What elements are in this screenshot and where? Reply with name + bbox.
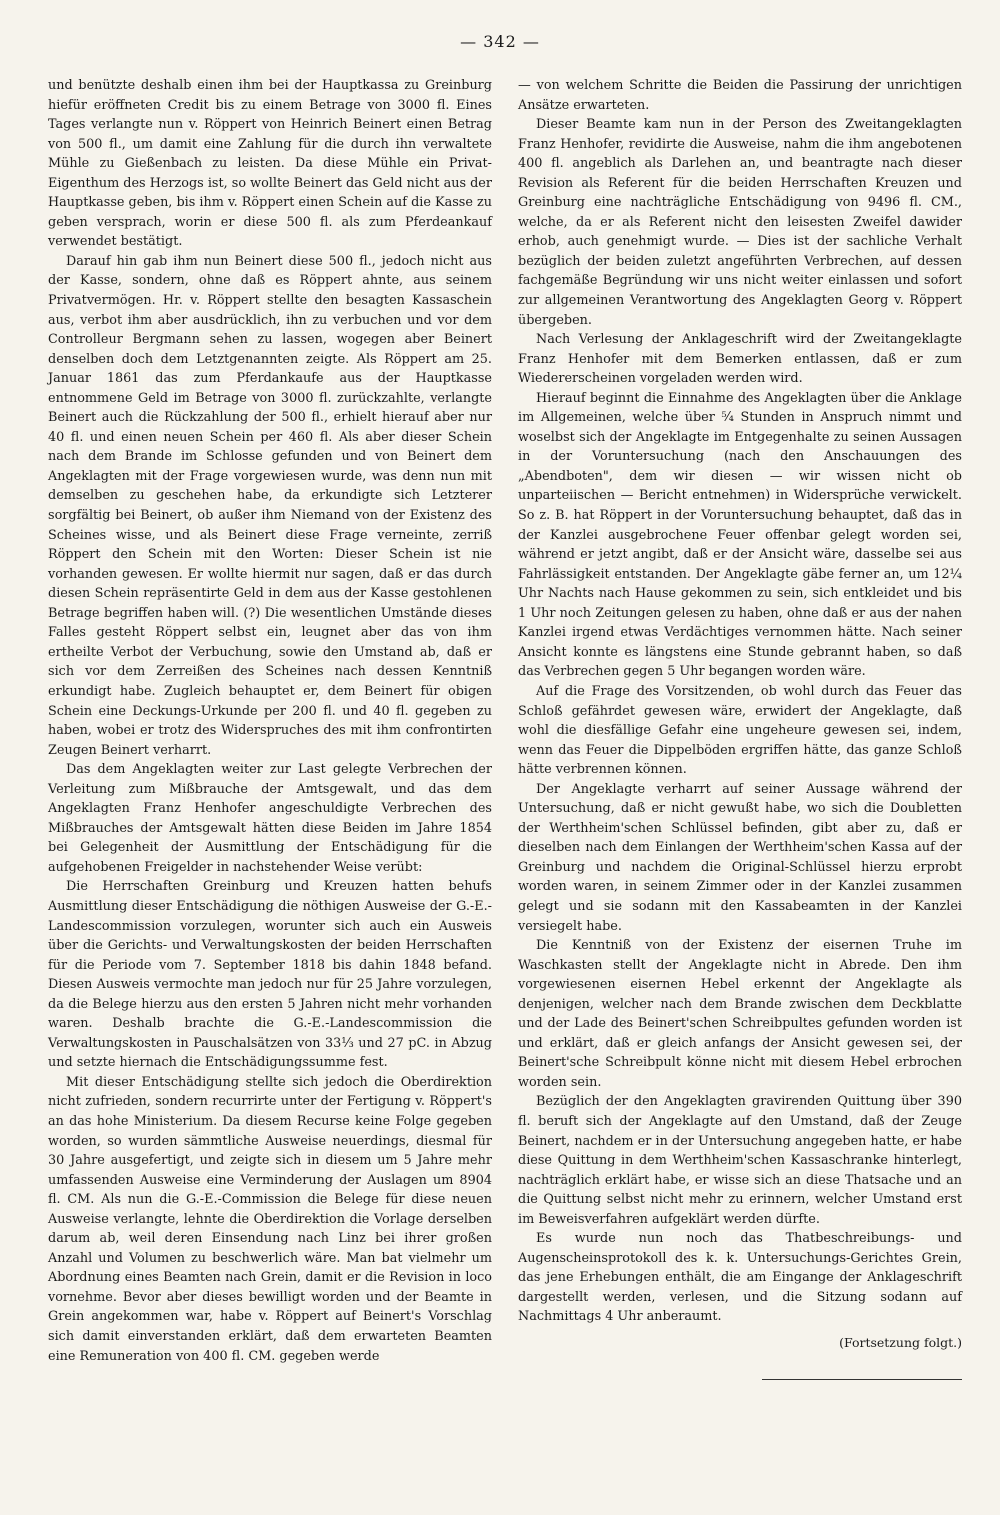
paragraph: — von welchem Schritte die Beiden die Passirung der unrichtigen Ansätze erwarteten. [518, 78, 962, 113]
right-column [518, 76, 962, 1380]
page-number: — 342 — [460, 32, 540, 51]
paragraph: Auf die Frage des Vorsitzenden, ob wohl durch das Feuer das Schloß gefährdet gewesen wäre, erwidert der Angeklagte, daß wohl die diesfällige Gefahr eine ungeheure gewesen sei, indem, wenn das Feuer die Dippelböden ergriffen hätte, das ganze Schloß hätte verbrennen können. [518, 683, 962, 778]
paragraph: Hierauf beginnt die Einnahme des Angeklagten über die Anklage im Allgemeinen, welche über ⁵⁄₄ Stunden in Anspruch nimmt und woselbst sich der Angeklagte im Entgegenhalte zu seinen Aussagen in der Voruntersuchung (nach den Anschauungen des „Abendboten", dem wir diesen — wir wissen nicht ob unparteiischen — Bericht entnehmen) in Widersprüche verwickelt. So z. B. hat Röppert in der Voruntersuchung behauptet, daß das in der Kanzlei ausgebrochene Feuer offenbar gelegt worden sei, während er jetzt angibt, daß er der Ansicht wäre, dasselbe sei aus Fahrlässigkeit entstanden. Der Angeklagte gäbe ferner an, um 12¼ Uhr Nachts nach Hause gekommen zu sein, sich entkleidet und bis 1 Uhr noch Zeitungen gelesen zu haben, ohne daß er aus der nahen Kanzlei irgend etwas Verdächtiges vernommen hätte. Nach seiner Ansicht konnte es längstens eine Stunde gebrannt haben, so daß das Verbrechen gegen 5 Uhr begangen worden wäre. [518, 390, 962, 680]
paragraph: Die Kenntniß von der Existenz der eisernen Truhe im Waschkasten stellt der Angeklagte nicht in Abrede. Den ihm vorgewiesenen eisernen Hebel erkennt der Angeklagte als denjenigen, welcher nach dem Brande zwischen dem Deckblatte und der Lade des Beinert'schen Schreibpultes gefunden worden ist und erklärt, daß er gleich anfangs der Ansicht gewesen sei, der Beinert'sche Schreibpult könne nicht mit diesem Hebel erbrochen worden sein. [518, 938, 962, 1090]
continuation-note: (Fortsetzung folgt.) [839, 1335, 962, 1350]
paragraph: und benützte deshalb einen ihm bei der Hauptkassa zu Greinburg hiefür eröffneten Credit bis zu einem Betrage von 3000 fl. Eines Tages verlangte nun v. Röppert von Heinrich Beinert einen Betrag von 500 fl., um damit eine Zahlung für die durch ihn verwaltete Mühle zu Gießenbach zu leisten. Da diese Mühle ein Privat-Eigenthum des Herzogs ist, so wollte Beinert das Geld nicht aus der Hauptkasse geben, bis ihm v. Röppert einen Schein auf die Kasse zu geben versprach, worin er diese 500 fl. als zum Pferdeankauf verwendet bestätigt. [48, 78, 492, 250]
paragraph: Mit dieser Entschädigung stellte sich jedoch die Oberdirektion nicht zufrieden, sondern recurrirte unter der Fertigung v. Röppert's an das hohe Ministerium. Da diesem Recurse keine Folge gegeben worden, so wurden sämmtliche Ausweise neuerdings, diesmal für 30 Jahre ausgefertigt, und zeigte sich in diesem um 5 Jahre mehr umfassenden Ausweise eine Verminderung der Auslagen um 8904 fl. CM. Als nun die G.-E.-Commission die Belege für diese neuen Ausweise verlangte, lehnte die Oberdirektion die Vorlage derselben darum ab, weil deren Einsendung nach Linz bei ihrer großen Anzahl und Volumen zu beschwerlich wäre. Man bat vielmehr um Abordnung eines Beamten nach Grein, damit er die Revision in loco vornehme. Bevor aber dieses bewilligt worden und der Beamte in Grein angekommen war, habe v. Röppert auf Beinert's Vorschlag sich damit einverstanden erklärt, daß dem erwarteten Beamten eine Remuneration von 400 fl. CM. gegeben werde [48, 1074, 492, 1364]
paragraph: Das dem Angeklagten weiter zur Last gelegte Verbrechen der Verleitung zum Mißbrauche der Amtsgewalt, und das dem Angeklagten Franz Henhofer angeschuldigte Verbrechen des Mißbrauches der Amtsgewalt hätten diese Beiden im Jahre 1854 bei Gelegenheit der Ausmittlung der Entschädigung für die aufgehobenen Freigelder in nachstehender Weise verübt: [48, 762, 492, 875]
paragraph: Die Herrschaften Greinburg und Kreuzen hatten behufs Ausmittlung dieser Entschädigung die nöthigen Ausweise der G.-E.-Landescommission vorzulegen, worunter sich auch ein Ausweis über die Gerichts- und Verwaltungskosten der beiden Herrschaften für die Periode vom 7. September 1818 bis dahin 1848 befand. Diesen Ausweis vermochte man jedoch nur für 25 Jahre vorzulegen, da die Belege hierzu aus den ersten 5 Jahren nicht mehr vorhanden waren. Deshalb brachte die G.-E.-Landescommission die Verwaltungskosten in Pauschalsätzen von 33⅓ und 27 pC. in Abzug und setzte hiernach die Entschädigungssumme fest. [48, 879, 492, 1071]
paragraph: Bezüglich der den Angeklagten gravirenden Quittung über 390 fl. beruft sich der Angeklagte auf den Umstand, daß der Zeuge Beinert, nachdem er in der Untersuchung angegeben hatte, er habe diese Quittung in dem Werthheim'schen Kassaschranke hinterlegt, nachträglich erklärt habe, er wisse sich an diese Thatsache und an die Quittung selbst nicht mehr zu erinnern, welcher Umstand erst im Beweisverfahren aufgeklärt werden dürfte. [518, 1094, 962, 1227]
paragraph: Es wurde nun noch das Thatbeschreibungs- und Augenscheinsprotokoll des k. k. Untersuchungs-Gerichtes Grein, das jene Erhebungen enthält, die am Eingange der Anklageschrift dargestellt werden, verlesen, und die Sitzung sodann auf Nachmittags 4 Uhr anberaumt. [518, 1231, 962, 1325]
left-column [48, 76, 492, 1380]
paragraph: Darauf hin gab ihm nun Beinert diese 500 fl., jedoch nicht aus der Kasse, sondern, ohne daß es Röppert ahnte, aus seinem Privatvermögen. Hr. v. Röppert stellte den besagten Kassaschein aus, verbot ihm aber ausdrücklich, ihn zu verbuchen und vor dem Controlleur Bergmann sehen zu lassen, wogegen aber Beinert denselben doch dem Letztgenannten zeigte. Als Röppert am 25. Januar 1861 das zum Pferdankaufe aus der Hauptkasse entnommene Geld im Betrage von 3000 fl. zurückzahlte, verlangte Beinert auch die Rückzahlung der 500 fl., erhielt hierauf aber nur 40 fl. und einen neuen Schein per 460 fl. Als aber dieser Schein nach dem Brande im Schlosse gefunden und von Beinert dem Angeklagten mit der Frage vorgewiesen wurde, was denn nun mit demselben zu geschehen habe, da erkundigte sich Letzterer sorgfältig bei Beinert, ob außer ihm Niemand von der Existenz des Scheines wisse, und als Beinert diese Frage verneinte, zerriß Röppert den Schein mit den Worten: Dieser Schein ist nie vorhanden gewesen. Er wollte hiermit nur sagen, daß er das durch diesen Schein repräsentirte Geld in dem aus der Kasse gestohlenen Betrage begriffen haben will. (?) Die wesentlichen Umstände dieses Falles gesteht Röppert selbst ein, leugnet aber das von ihm ertheilte Verbot der Verbuchung, sowie den Umstand ab, daß er sich vor dem Zerreißen des Scheines nach dessen Kenntniß erkundigt habe. Zugleich behauptet er, dem Beinert für obigen Schein eine Deckungs-Urkunde per 200 fl. und 40 fl. gegeben zu haben, wobei er trotz des Widerspruches des mit ihm confrontirten Zeugen Beinert verharrt. [48, 253, 492, 758]
paragraph: Dieser Beamte kam nun in der Person des Zweitangeklagten Franz Henhofer, revidirte die Ausweise, nahm die ihm angebotenen 400 fl. angeblich als Darlehen an, und beantragte nach dieser Revision als Referent für die beiden Herrschaften Kreuzen und Greinburg eine nachträgliche Entschädigung von 9496 fl. CM., welche, da er als Referent nicht den leisesten Zweifel dawider erhob, auch genehmigt wurde. — Dies ist der sachliche Verhalt bezüglich der beiden zuletzt angeführten Verbrechen, auf dessen fachgemäße Begründung wir uns nicht weiter einlassen und sofort zur allgemeinen Verantwortung des Angeklagten Georg v. Röppert übergeben. [518, 117, 962, 328]
paragraph: Der Angeklagte verharrt auf seiner Aussage während der Untersuchung, daß er nicht gewußt habe, wo sich die Doubletten der Werthheim'schen Schlüssel befinden, gibt aber zu, daß er dieselben nach dem Einlangen der Werthheim'schen Kassa auf der Greinburg und nachdem die Original-Schlüssel hierzu erprobt worden waren, in seinem Zimmer oder in der Kanzlei zusammen gelegt und sie sodann mit den Kassabeamten in der Kanzlei versiegelt habe. [518, 781, 962, 934]
paragraph: Nach Verlesung der Anklageschrift wird der Zweitangeklagte Franz Henhofer mit dem Bemerken entlassen, daß er zum Wiedererscheinen vorgeladen werden wird. [518, 332, 962, 387]
closing-rule [762, 1379, 962, 1380]
text-columns [48, 76, 962, 1380]
